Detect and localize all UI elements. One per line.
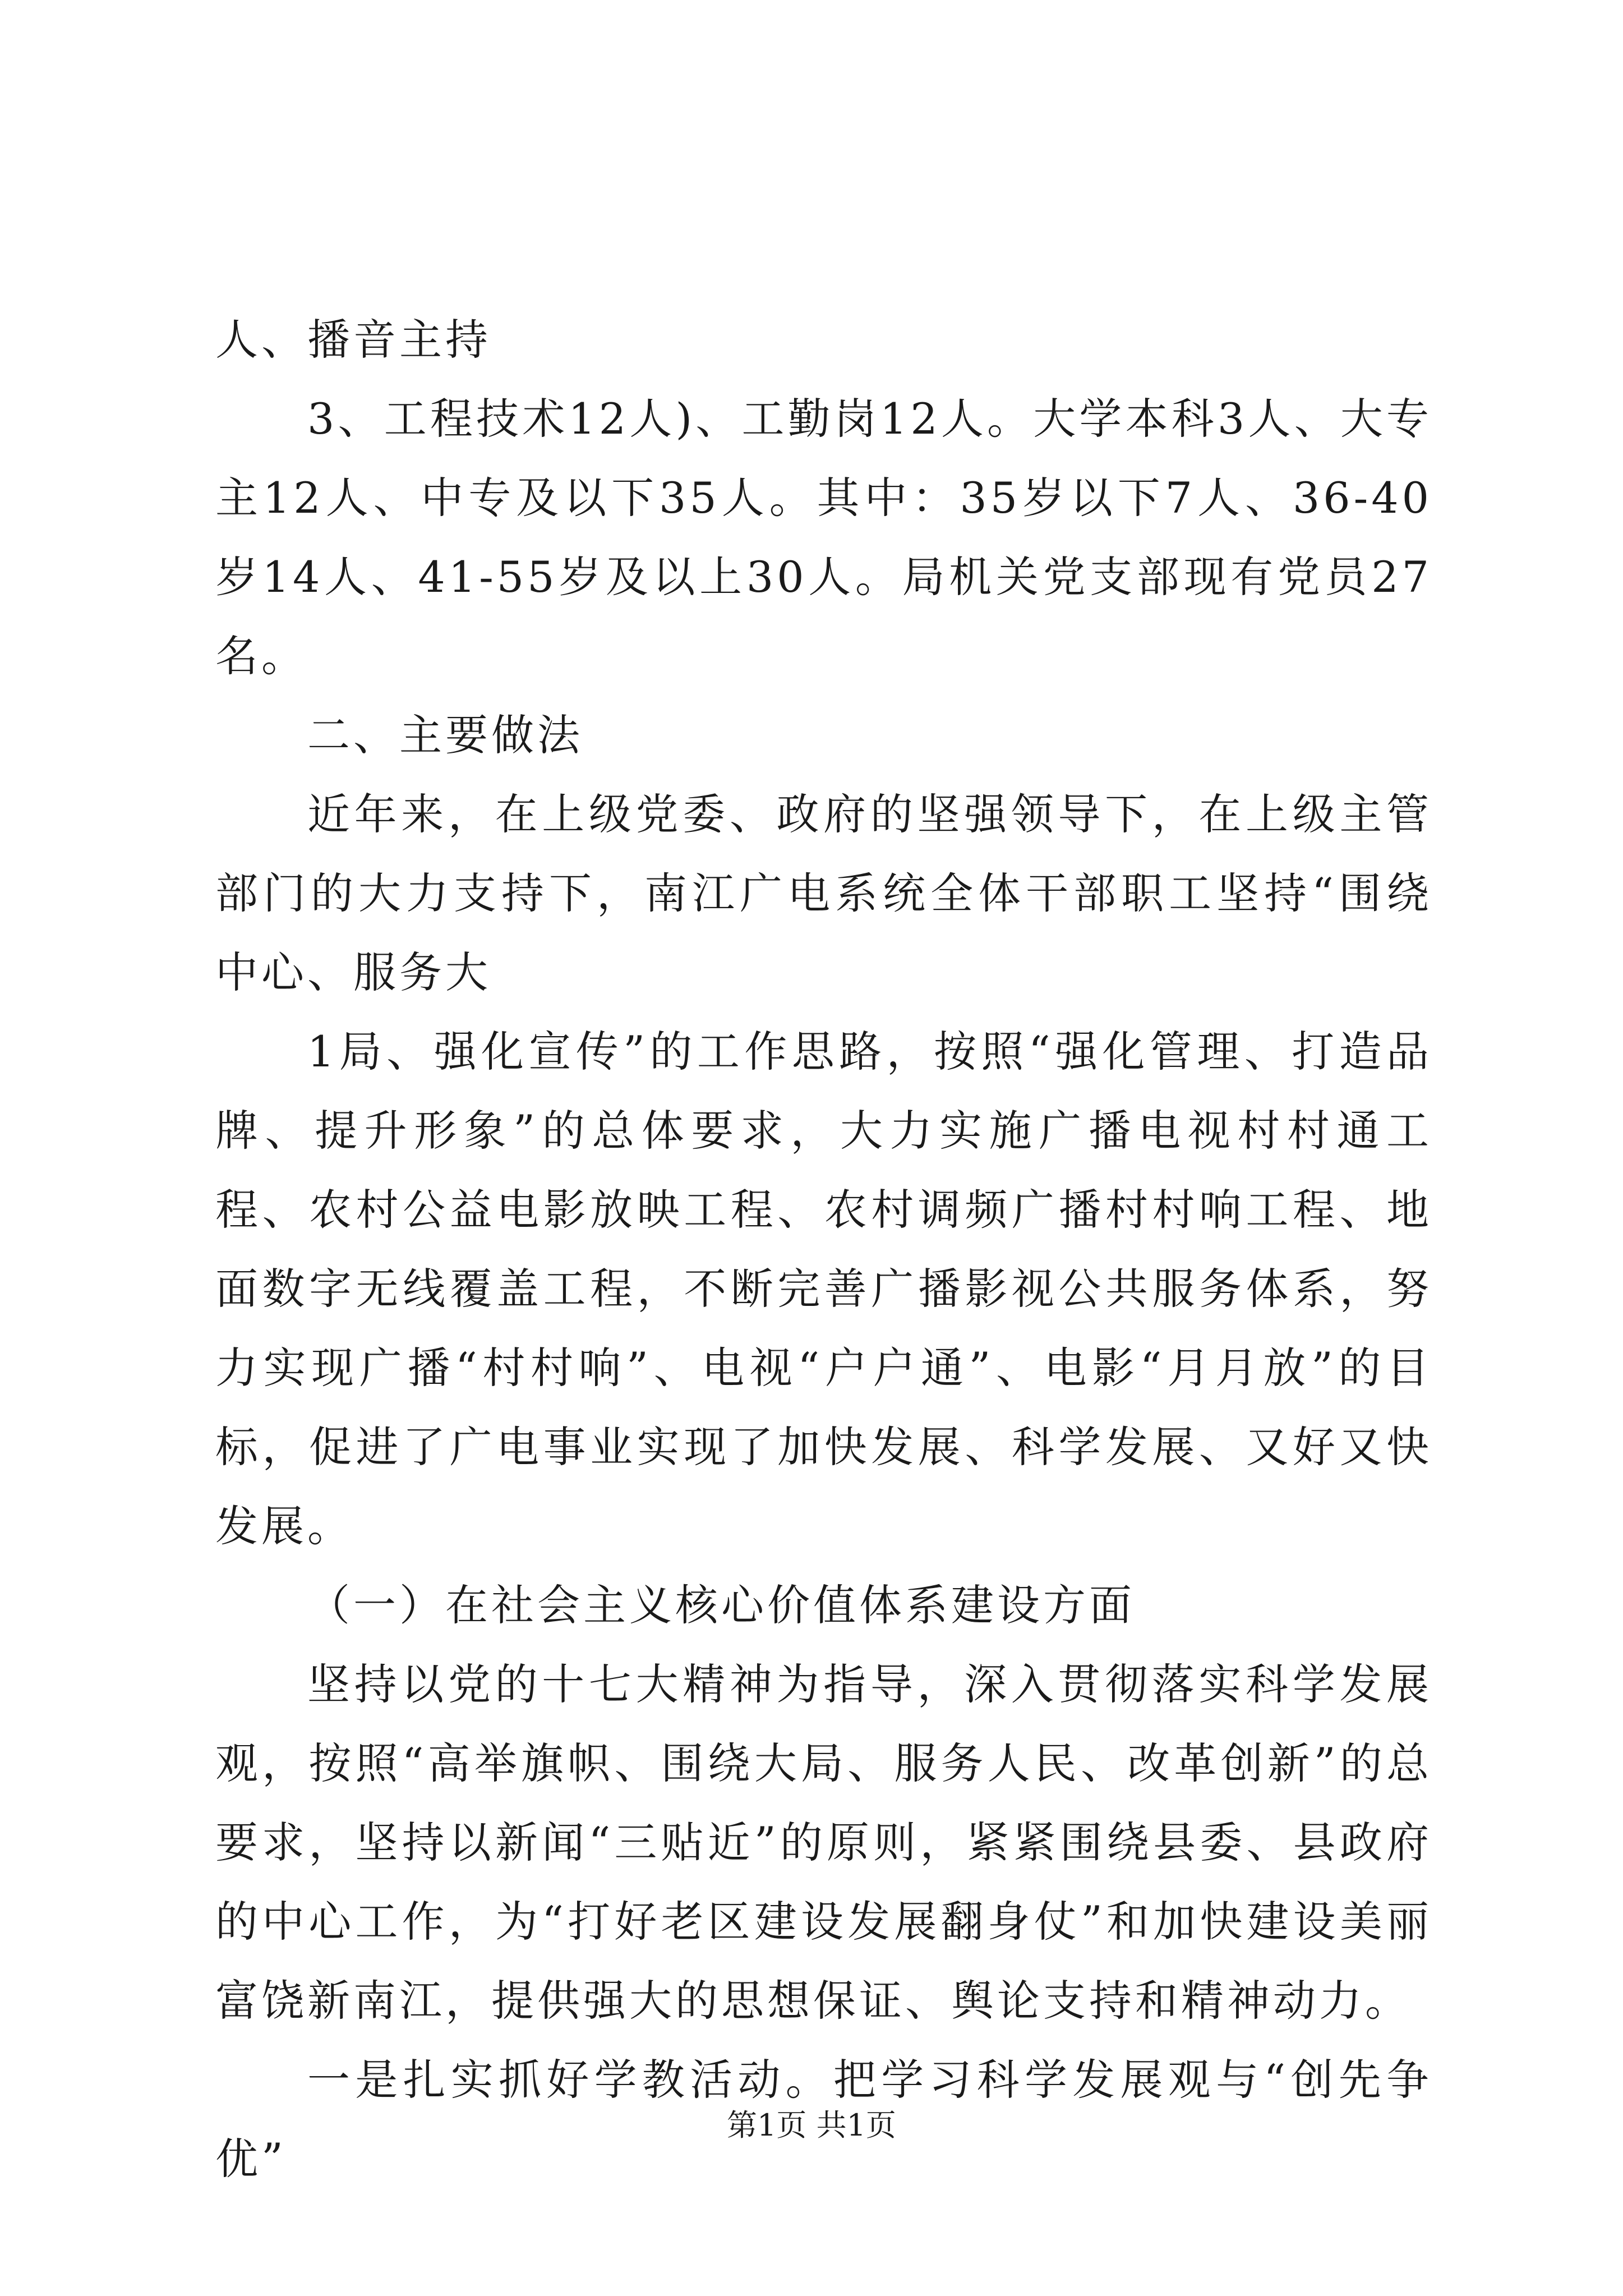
section-heading-main-practices: 二、主要做法 xyxy=(307,710,583,760)
paragraph-work-approach: 1局、强化宣传”的工作思路，按照“强化管理、打造品牌、提升形象”的总体要求，大力实施广播电视村村通工程、农村公益电影放映工程、农村调频广播村村响工程、地面数字无线覆盖工程，不断完善广播影视公共服务体系，努力实现广播“村村响”、电视“户户通”、电影“月月放”的目标，促进了广电事业实现了加快发展、科学发展、又好又快发展。 xyxy=(215,1027,1432,1551)
paragraph-study-activities: 一是扎实抓好学教活动。把学习科学发展观与“创先争优” xyxy=(215,2055,1432,2184)
paragraph-recent-years: 近年来，在上级党委、政府的坚强领导下，在上级主管部门的大力支持下，南江广电系统全体干部职工坚持“围绕中心、服务大 xyxy=(215,789,1432,997)
paragraph-staff-composition: 3、工程技术12人)、工勤岗12人。大学本科3人、大专主12人、中专及以下35人。其中：35岁以下7人、36-40岁14人、41-55岁及以上30人。局机关党支部现有党员27名。 xyxy=(215,394,1432,681)
page-footer: 第1页 共1页 xyxy=(727,2108,896,2143)
subsection-heading-core-values: （一）在社会主义核心价值体系建设方面 xyxy=(307,1580,1135,1630)
paragraph-continuation: 人、播音主持 xyxy=(215,315,491,365)
document-body xyxy=(215,300,1432,2198)
paragraph-guiding-principles: 坚持以党的十七大精神为指导，深入贯彻落实科学发展观，按照“高举旗帜、围绕大局、服务人民、改革创新”的总要求，坚持以新闻“三贴近”的原则，紧紧围绕县委、县政府的中心工作，为“打好老区建设发展翻身仗”和加快建设美丽富饶新南江，提供强大的思想保证、舆论支持和精神动力。 xyxy=(215,1659,1432,2026)
